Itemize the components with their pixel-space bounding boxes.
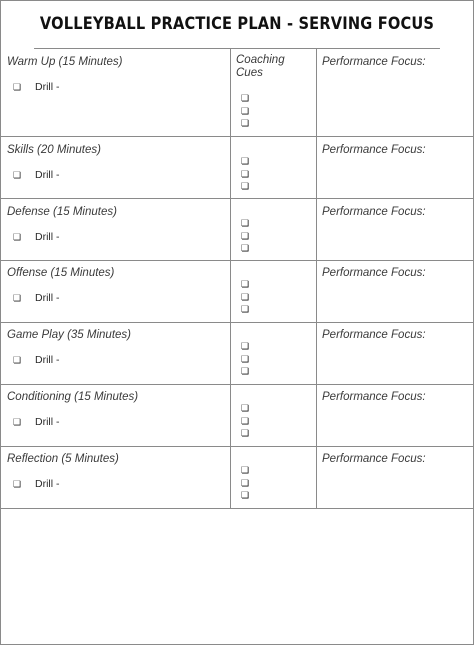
drill-item[interactable] [13,231,60,243]
drill-item[interactable] [13,169,60,181]
coaching-cues-header: Coaching Cues [236,54,285,79]
performance-focus-label: Performance Focus: [322,453,426,465]
checkbox-icon[interactable]: ❏ [241,243,250,253]
checkbox-icon[interactable]: ❏ [13,479,22,489]
checkbox-icon[interactable]: ❏ [241,279,250,289]
section-row-game-play [1,323,473,385]
section-title: Warm Up (15 Minutes) [7,56,123,68]
checkbox-icon[interactable]: ❏ [241,230,250,241]
cue-checkbox-list[interactable] [241,278,249,316]
drill-item[interactable] [13,354,60,366]
checkbox-icon[interactable]: ❏ [241,181,250,191]
cue-checkbox-list[interactable] [241,92,249,130]
section-row-conditioning [1,385,473,447]
section-title: Conditioning (15 Minutes) [7,391,139,403]
section-title: Game Play (35 Minutes) [7,329,131,341]
drill-label: Drill - [35,81,60,93]
performance-focus-label: Performance Focus: [322,391,426,403]
section-title: Offense (15 Minutes) [7,267,115,279]
performance-focus-label: Performance Focus: [322,56,426,68]
section-row-offense [1,261,473,323]
section-row-warm-up [1,48,473,137]
checkbox-icon[interactable]: ❏ [241,415,250,426]
page-title: VOLLEYBALL PRACTICE PLAN - SERVING FOCUS [34,1,440,49]
section-title: Reflection (5 Minutes) [7,453,119,465]
checkbox-icon[interactable]: ❏ [241,118,250,128]
performance-focus-label: Performance Focus: [322,267,426,279]
drill-item[interactable] [13,292,60,304]
checkbox-icon[interactable]: ❏ [241,353,250,364]
cue-checkbox-list[interactable] [241,217,249,255]
drill-item[interactable] [13,416,60,428]
checkbox-icon[interactable]: ❏ [241,291,250,302]
cue-checkbox-list[interactable] [241,340,249,378]
checkbox-icon[interactable]: ❏ [241,156,250,166]
checkbox-icon[interactable]: ❏ [241,477,250,488]
checkbox-icon[interactable]: ❏ [13,417,22,427]
checkbox-icon[interactable]: ❏ [13,293,22,303]
checkbox-icon[interactable]: ❏ [13,82,22,92]
checkbox-icon[interactable]: ❏ [241,366,250,376]
checkbox-icon[interactable]: ❏ [13,355,22,365]
drill-label: Drill - [35,231,60,243]
section-title: Defense (15 Minutes) [7,206,117,218]
checkbox-icon[interactable]: ❏ [241,465,250,475]
drill-item[interactable] [13,81,60,93]
performance-focus-label: Performance Focus: [322,144,426,156]
drill-label: Drill - [35,478,60,490]
section-row-defense [1,199,473,261]
checkbox-icon[interactable]: ❏ [241,428,250,438]
drill-label: Drill - [35,169,60,181]
checkbox-icon[interactable]: ❏ [241,304,250,314]
drill-label: Drill - [35,354,60,366]
checkbox-icon[interactable]: ❏ [241,490,250,500]
drill-label: Drill - [35,292,60,304]
checkbox-icon[interactable]: ❏ [241,218,250,228]
section-title: Skills (20 Minutes) [7,144,101,156]
drill-item[interactable] [13,478,60,490]
performance-focus-label: Performance Focus: [322,329,426,341]
cue-checkbox-list[interactable] [241,402,249,440]
checkbox-icon[interactable]: ❏ [13,232,22,242]
checkbox-icon[interactable]: ❏ [241,93,250,103]
checkbox-icon[interactable]: ❏ [241,341,250,351]
checkbox-icon[interactable]: ❏ [241,105,250,116]
checkbox-icon[interactable]: ❏ [13,170,22,180]
section-row-reflection [1,447,473,509]
checkbox-icon[interactable]: ❏ [241,403,250,413]
cue-checkbox-list[interactable] [241,464,249,502]
checkbox-icon[interactable]: ❏ [241,168,250,179]
drill-label: Drill - [35,416,60,428]
notes-area [1,509,473,644]
section-row-skills [1,137,473,199]
cue-checkbox-list[interactable] [241,155,249,193]
performance-focus-label: Performance Focus: [322,206,426,218]
